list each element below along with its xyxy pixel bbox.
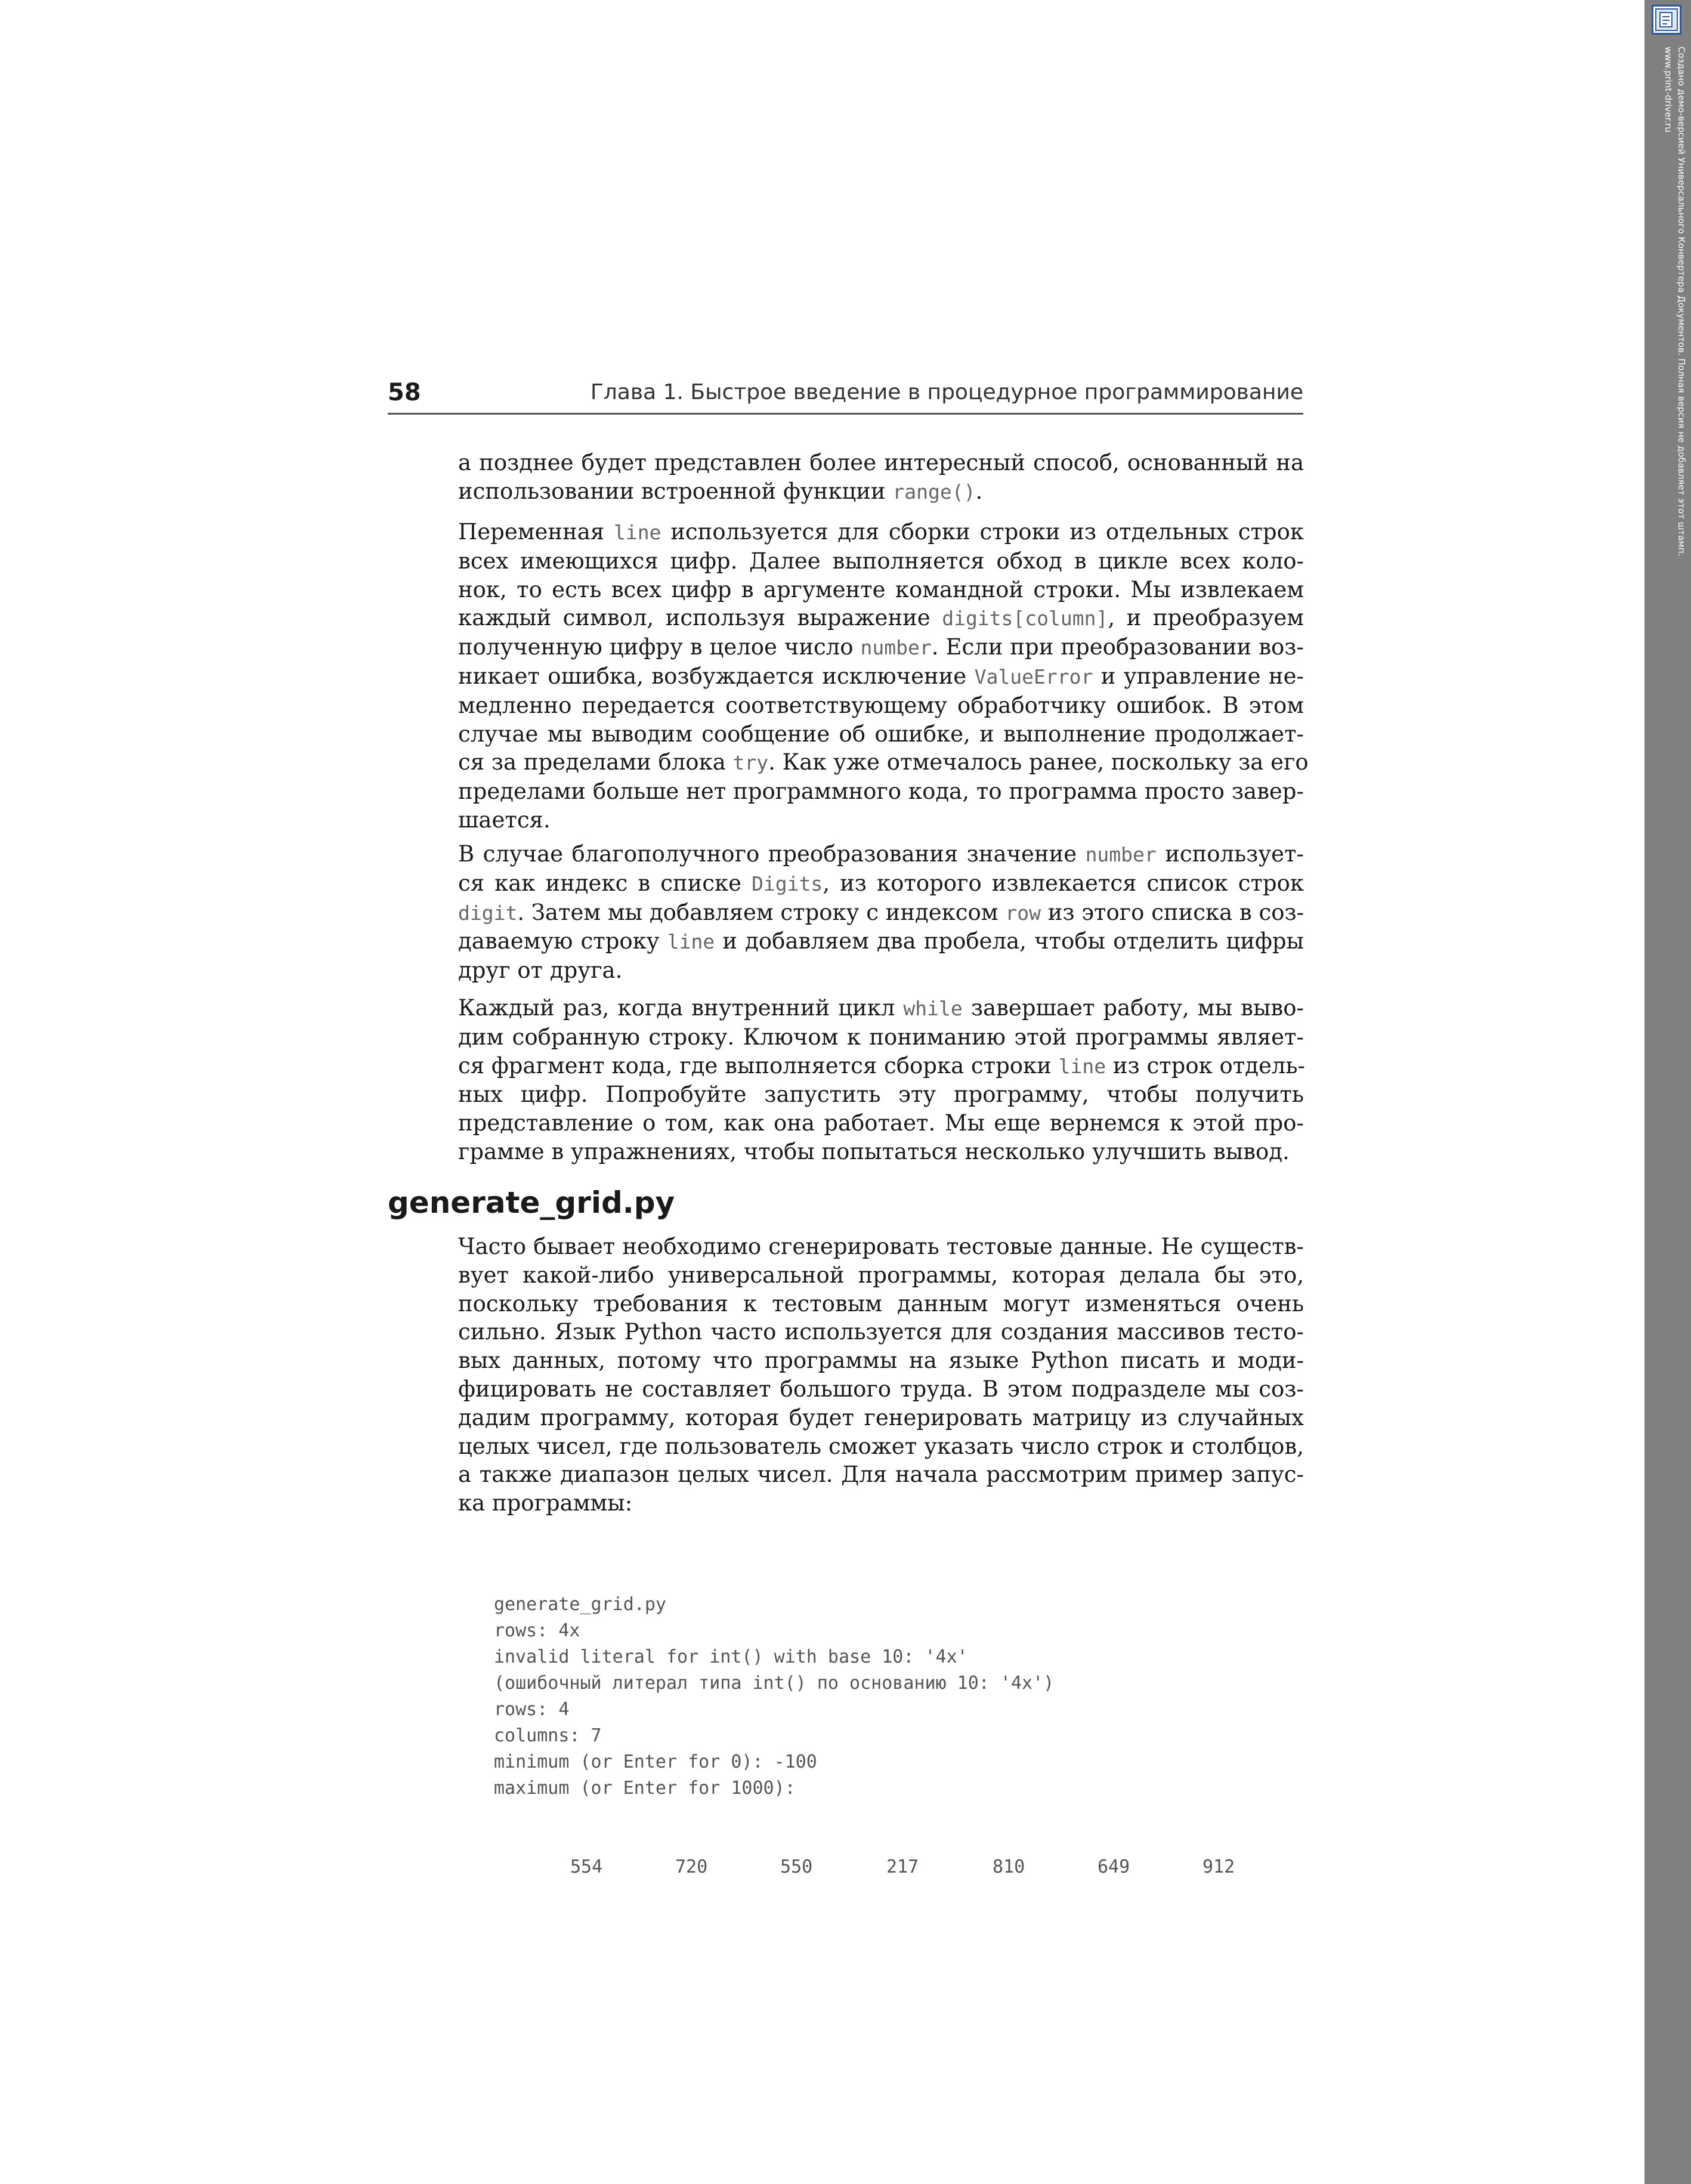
text-run: представление о том, как она работает. Мы еще вернемся к этой про- <box>458 1110 1304 1136</box>
text-run: и управление не- <box>1093 663 1304 689</box>
text-line <box>458 1375 1304 1404</box>
text-run: нок, то есть всех цифр в аргументе командной строки. Мы извлекаем <box>458 576 1304 603</box>
text-run: всех имеющихся цифр. Далее выполняется обход в цикле всех коло- <box>458 548 1304 574</box>
grid-cell: 810 <box>993 1856 1025 1877</box>
text-line <box>458 1346 1304 1375</box>
body-paragraph <box>458 449 1304 506</box>
text-run: ся как индекс в списке <box>458 870 752 896</box>
text-run: шается. <box>458 807 551 833</box>
text-run: В случае благополучного преобразования значение <box>458 841 1086 867</box>
text-line <box>458 691 1304 720</box>
text-line <box>458 662 1304 691</box>
text-run: даваемую строку <box>458 928 667 954</box>
text-run: никает ошибка, возбуждается исключение <box>458 663 975 689</box>
console-line: maximum (or Enter for 1000): <box>494 1778 796 1799</box>
grid-output-row <box>494 1854 1269 1880</box>
text-line <box>458 547 1304 576</box>
grid-cell: 912 <box>1202 1856 1235 1877</box>
grid-cell: 649 <box>1098 1856 1130 1877</box>
text-run: поскольку требования к тестовым данным могут изменяться очень <box>458 1290 1304 1317</box>
console-line: rows: 4 <box>494 1699 570 1720</box>
text-line <box>458 777 1304 806</box>
text-line <box>458 806 1304 835</box>
text-run: ка программы: <box>458 1490 633 1516</box>
text-run: , и преобразуем <box>1108 605 1304 631</box>
console-line: invalid literal for int() with base 10: '4x' <box>494 1647 968 1667</box>
text-line <box>458 1290 1304 1318</box>
text-line <box>458 1261 1304 1290</box>
console-line: rows: 4x <box>494 1620 580 1641</box>
text-run: из строк отдель- <box>1106 1052 1306 1079</box>
inline-code: row <box>1005 901 1041 925</box>
text-run: Часто бывает необходимо сгенерировать тестовые данные. Не существ- <box>458 1234 1304 1259</box>
text-run: завершает работу, мы выво- <box>962 995 1304 1021</box>
grid-cell: 554 <box>570 1856 603 1877</box>
text-run: . <box>975 478 983 504</box>
text-run: случае мы выводим сообщение об ошибке, и выполнение продолжает- <box>458 721 1304 747</box>
text-line <box>458 477 1304 506</box>
text-run: пределами больше нет программного кода, то программа просто завер- <box>458 779 1304 805</box>
text-run: полученную цифру в целое число <box>458 634 861 660</box>
running-header <box>388 375 1303 415</box>
text-run: друг от друга. <box>458 957 623 984</box>
text-run: используется для сборки строки из отдельных строк <box>661 519 1304 545</box>
text-line <box>458 720 1304 749</box>
text-run: а также диапазон целых чисел. Для начала рассмотрим пример запус- <box>458 1462 1304 1488</box>
text-run: вых данных, потому что программы на языке Python писать и моди- <box>458 1348 1304 1374</box>
text-run: из этого списка в соз- <box>1040 899 1304 925</box>
text-run: грамме в упражнениях, чтобы попытаться несколько улучшить вывод. <box>458 1138 1290 1164</box>
grid-cell: 217 <box>886 1856 919 1877</box>
inline-code: range() <box>892 480 976 503</box>
text-line <box>458 449 1304 477</box>
text-line <box>458 840 1304 869</box>
text-line <box>458 1080 1304 1109</box>
inline-code: number <box>860 636 932 660</box>
text-run: дадим программу, которая будет генерировать матрицу из случайных <box>458 1404 1304 1431</box>
text-run: . Как уже отмечалось ранее, поскольку за его <box>768 749 1309 776</box>
chapter-title: Глава 1. Быстрое введение в процедурное программирование <box>590 380 1303 404</box>
inline-code: digits[column] <box>942 607 1108 631</box>
text-line <box>458 927 1304 956</box>
text-line <box>458 1432 1304 1461</box>
inline-code: while <box>903 997 963 1020</box>
inline-code: Digits <box>752 872 823 895</box>
console-line: (ошибочный литерал типа int() по основанию 10: '4x') <box>494 1673 1055 1694</box>
text-run: фицировать не составляет большого труда. В этом подразделе мы соз- <box>458 1376 1304 1402</box>
text-run: . Затем мы добавляем строку с индексом <box>517 899 1006 925</box>
text-line <box>458 518 1304 547</box>
text-run: ся фрагмент кода, где выполняется сборка строки <box>458 1052 1059 1079</box>
text-line <box>458 1109 1304 1138</box>
text-line <box>458 748 1309 777</box>
text-line <box>458 1489 1304 1518</box>
inline-code: ValueError <box>974 665 1093 688</box>
body-paragraph <box>458 994 1304 1166</box>
text-run: Каждый раз, когда внутренний цикл <box>458 995 904 1021</box>
text-line <box>458 898 1304 928</box>
text-run: дим собранную строку. Ключом к пониманию этой программы являет- <box>458 1024 1304 1050</box>
watermark-stamp-text <box>1662 47 1688 655</box>
inline-code: line <box>613 521 661 544</box>
text-line <box>458 1138 1304 1166</box>
text-line <box>458 994 1304 1023</box>
body-paragraph <box>458 840 1304 985</box>
inline-code: digit <box>458 901 518 925</box>
console-line: minimum (or Enter for 0): -100 <box>494 1751 817 1772</box>
console-line: columns: 7 <box>494 1725 602 1746</box>
text-run: целых чисел, где пользователь сможет указать число строк и столбцов, <box>458 1433 1304 1459</box>
text-run: . Если при преобразовании воз- <box>931 634 1304 660</box>
text-line <box>458 1404 1304 1432</box>
text-run: использовании встроенной функции <box>458 478 893 504</box>
text-run: , из которого извлекается список строк <box>823 870 1304 896</box>
section-paragraph <box>458 1232 1304 1518</box>
stamp-line-1: Создано демо-версией Универсального Конвертера Документов. Полная версия не добавляет этот штамп. <box>1676 47 1687 557</box>
grid-cell: 550 <box>780 1856 813 1877</box>
text-line <box>458 576 1304 604</box>
stamp-line-2: www.print-driver.ru <box>1663 47 1674 133</box>
inline-code: number <box>1085 843 1157 866</box>
text-run: ся за пределами блока <box>458 749 733 776</box>
text-line <box>458 1318 1304 1346</box>
text-run: медленно передается соответствующему обработчику ошибок. В этом <box>458 692 1304 718</box>
text-run: сильно. Язык Python часто используется для создания массивов тесто- <box>458 1319 1304 1345</box>
text-line <box>458 1023 1304 1052</box>
text-run: использует- <box>1156 841 1304 867</box>
text-run: Переменная <box>458 519 614 545</box>
section-title: generate_grid.py <box>388 1185 675 1220</box>
inline-code: try <box>732 751 769 775</box>
text-run: и добавляем два пробела, чтобы отделить цифры <box>715 928 1304 954</box>
converter-logo-icon <box>1652 5 1681 35</box>
console-output <box>494 1539 1269 1907</box>
inline-code: line <box>667 930 715 954</box>
text-line <box>458 956 1304 985</box>
text-line <box>458 1460 1304 1489</box>
inline-code: line <box>1058 1054 1106 1078</box>
text-run: а позднее будет представлен более интересный способ, основанный на <box>458 450 1304 475</box>
console-line: generate_grid.py <box>494 1594 666 1615</box>
body-paragraph <box>458 518 1309 835</box>
text-run: ных цифр. Попробуйте запустить эту программу, чтобы получить <box>458 1082 1304 1108</box>
text-line <box>458 1052 1304 1081</box>
page-number: 58 <box>388 379 421 406</box>
text-line <box>458 604 1304 633</box>
text-run: каждый символ, используя выражение <box>458 605 942 631</box>
text-run: вует какой-либо универсальной программы, которая делала бы это, <box>458 1262 1304 1288</box>
text-line <box>458 1232 1304 1261</box>
text-line <box>458 869 1304 898</box>
text-line <box>458 633 1304 662</box>
grid-cell: 720 <box>675 1856 708 1877</box>
